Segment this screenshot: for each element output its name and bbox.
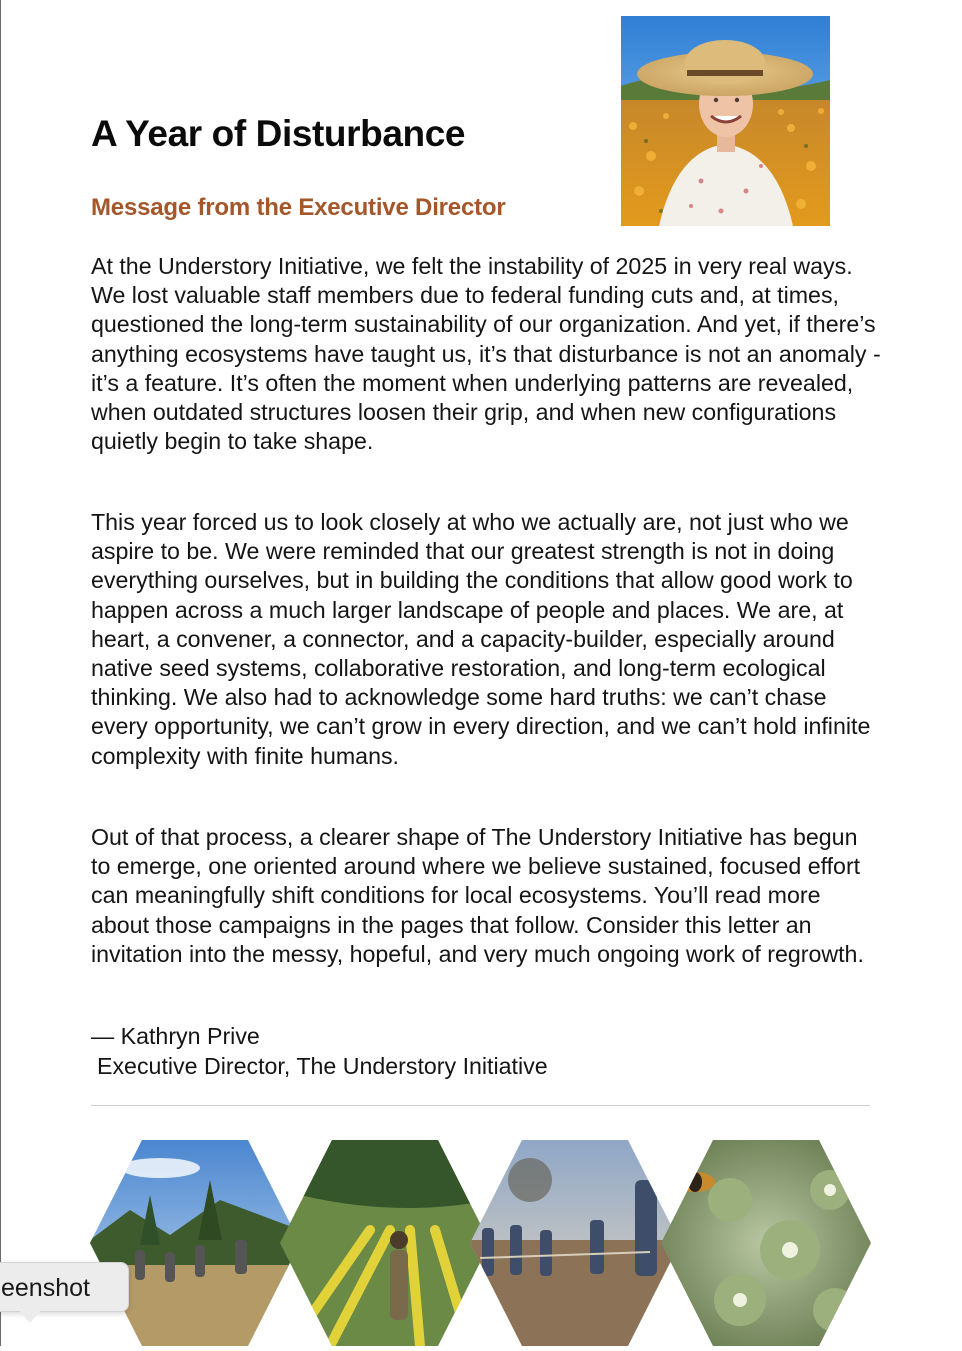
tooltip-pointer (18, 1309, 42, 1323)
page-title: A Year of Disturbance (91, 113, 466, 154)
window-edge (0, 0, 1, 1346)
screenshot-tooltip[interactable]: eenshot (0, 1262, 129, 1312)
hex-photo-seed-field (280, 1140, 490, 1346)
hex-photo-forest-crew (90, 1140, 300, 1346)
signature-name: — Kathryn Prive (91, 1023, 260, 1049)
hex-photo-bee-flower (661, 1140, 871, 1346)
director-portrait (621, 16, 830, 226)
hex-photo-restoration-team (470, 1140, 680, 1346)
section-subtitle: Message from the Executive Director (91, 194, 506, 221)
letter-paragraph-2: This year forced us to look closely at who we actually are, not just who we aspire to be. We were reminded that our greatest strength is not in doing everything ourselves, but in building the conditions that allow good work to happen across a much larger landscape of people and places. We are, at heart, a convener, a connector, and a capacity-builder, especially around native seed systems, collaborative restoration, and long-term ecological thinking. We also had to acknowledge some hard truths: we can’t chase every opportunity, we can’t grow in every direction, and we can’t hold infinite complexity with finite humans. (91, 509, 871, 769)
hexagon-photo-strip (90, 1140, 871, 1346)
letter-paragraph-3: Out of that process, a clearer shape of The Understory Initiative has begun to emerge, one oriented around where we believe sustained, focused effort can meaningfully shift conditions for local ecosystems. You’ll read more about those campaigns in the pages that follow. Consider this letter an invitation into the messy, hopeful, and very much ongoing work of regrowth. (91, 824, 864, 967)
letter-paragraph-1: At the Understory Initiative, we felt the instability of 2025 in very real ways. We lost valuable staff members due to federal funding cuts and, at times, questioned the long-term sustainability of our organization. And yet, if there’s anything ecosystems have taught us, it’s that disturbance is not an anomaly - it’s a feature. It’s often the moment when underlying patterns are revealed, when outdated structures loosen their grip, and when new configurations quietly begin to take shape. (91, 253, 881, 455)
signature-title: Executive Director, The Understory Initiative (97, 1053, 548, 1079)
signature-block (91, 1021, 548, 1081)
divider (91, 1105, 870, 1106)
